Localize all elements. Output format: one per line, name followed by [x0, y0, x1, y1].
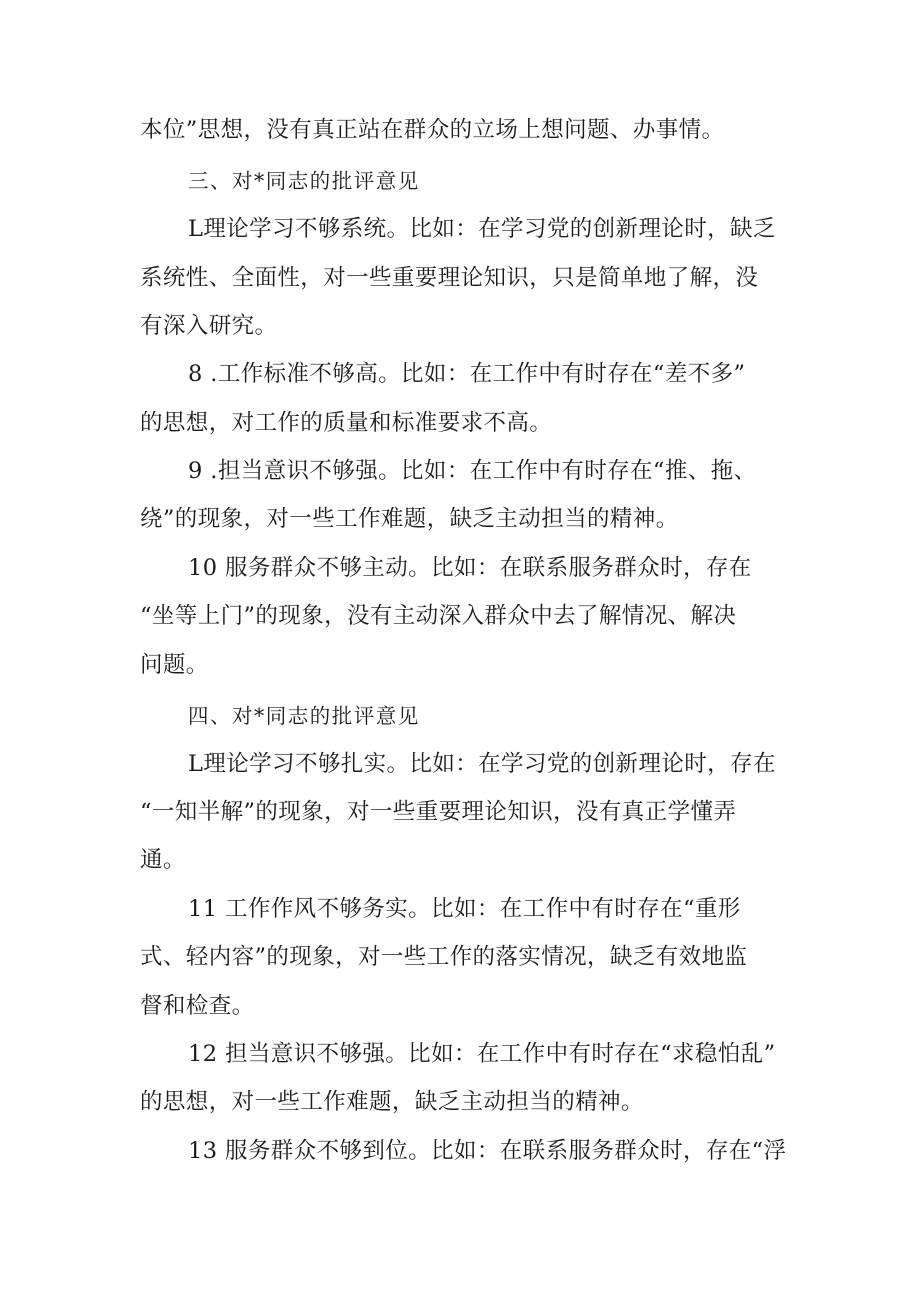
paragraph-line: 8 .工作标准不够高。比如：在工作中有时存在“差不多”	[188, 361, 746, 387]
paragraph-line: 绕”的现象，对一些工作难题，缺乏主动担当的精神。	[140, 506, 679, 532]
paragraph-line: “一知半解”的现象，对一些重要理论知识，没有真正学懂弄	[140, 799, 737, 825]
paragraph-line: 通。	[140, 847, 186, 873]
section-heading-4: 四、对*同志的批评意见	[188, 704, 420, 728]
paragraph-line: “坐等上门”的现象，没有主动深入群众中去了解情况、解决	[140, 603, 737, 629]
paragraph-line: 11 工作作风不够务实。比如：在工作中有时存在“重形	[188, 896, 741, 922]
paragraph-line: 9 .担当意识不够强。比如：在工作中有时存在“推、拖、	[188, 458, 757, 484]
paragraph-line: 本位”思想，没有真正站在群众的立场上想问题、办事情。	[140, 117, 725, 143]
paragraph-line: 的思想，对工作的质量和标准要求不高。	[140, 410, 553, 436]
paragraph-line: 13 服务群众不够到位。比如：在联系服务群众时，存在“浮	[188, 1138, 787, 1164]
paragraph-line: 系统性、全面性，对一些重要理论知识，只是简单地了解，没	[140, 265, 759, 291]
paragraph-line: 问题。	[140, 652, 209, 678]
paragraph-line: L理论学习不够系统。比如：在学习党的创新理论时，缺乏	[188, 216, 776, 242]
paragraph-line: 督和检查。	[140, 993, 255, 1019]
paragraph-line: 12 担当意识不够强。比如：在工作中有时存在“求稳怕乱”	[188, 1041, 776, 1067]
paragraph-line: 有深入研究。	[140, 313, 278, 339]
paragraph-line: 10 服务群众不够主动。比如：在联系服务群众时，存在	[188, 555, 752, 581]
paragraph-line: L理论学习不够扎实。比如：在学习党的创新理论时，存在	[188, 751, 776, 777]
paragraph-line: 的思想，对一些工作难题，缺乏主动担当的精神。	[140, 1089, 644, 1115]
paragraph-line: 式、轻内容”的现象，对一些工作的落实情况，缺乏有效地监	[140, 944, 748, 970]
section-heading-3: 三、对*同志的批评意见	[188, 169, 420, 193]
